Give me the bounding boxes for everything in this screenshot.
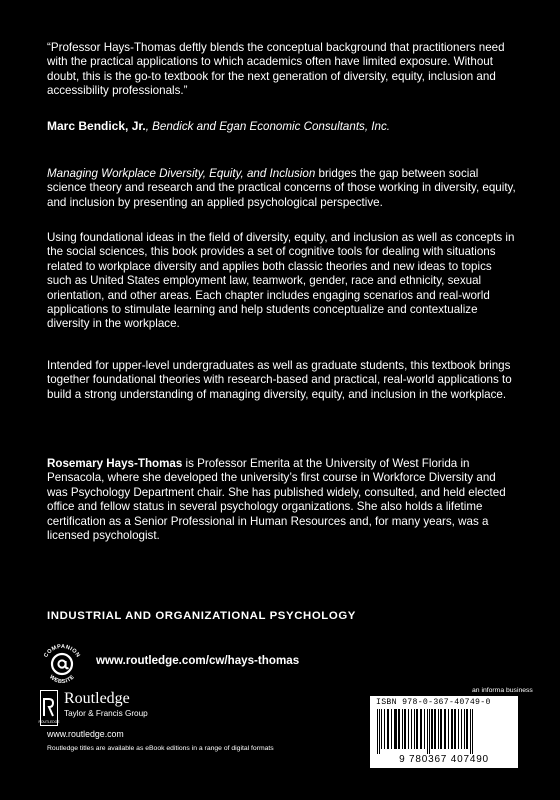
ebook-note: Routledge titles are available as eBook editions in a range of digital formats [47, 745, 274, 752]
description-p1-text: bridges the gap between social science theory and research and the practical concerns of those working in diversity, equity, and inclusion by presenting an applied psychological perspective. [47, 167, 516, 209]
companion-label-top: COMPANION [43, 643, 81, 659]
barcode-number: 9 780367 407490 [399, 754, 489, 765]
endorsement-quote: “Professor Hays-Thomas deftly blends the conceptual background that practitioners need with the practical applications to which academics often have limited exposure. Without doubt, this is the go-to textbook for the next generation of diversity, equity, inclusion and accessibility professionals.” [47, 41, 505, 98]
informa-business-label: an informa business [472, 687, 533, 694]
companion-website-icon [38, 640, 86, 688]
companion-label-bottom: WEBSITE [48, 674, 76, 686]
book-title-italic: Managing Workplace Diversity, Equity, and Inclusion [47, 167, 316, 180]
endorsement-attribution [47, 119, 517, 134]
publisher-website[interactable]: www.routledge.com [47, 729, 124, 739]
author-name: Rosemary Hays-Thomas [47, 457, 183, 470]
endorser-affiliation: , Bendick and Egan Economic Consultants, Inc. [145, 120, 390, 133]
author-bio [47, 457, 517, 543]
svg-text:COMPANION [43, 644, 81, 659]
description-paragraph-3: Intended for upper-level undergraduates as well as graduate students, this textbook brings together foundational theories with research-based and practical, real-world applications to build a strong understanding of managing diversity, equity, and inclusion in the workplace. [47, 359, 512, 401]
author-bio-text: is Professor Emerita at the University of West Florida in Pensacola, where she developed the university’s first course in Workforce Diversity and was Psychology Department chair. She has published widely, consulted, and held elected office and fellow status in several psychology organizations. She also holds a lifetime certification as a Senior Professional in Human Resources and, for many years, was a licensed psychologist. [47, 457, 506, 543]
description-paragraph-1 [47, 167, 517, 210]
svg-text:WEBSITE [48, 674, 76, 685]
endorser-name: Marc Bendick, Jr. [47, 119, 146, 133]
description-paragraph-2: Using foundational ideas in the field of diversity, equity, and inclusion as well as concepts in the social sciences, this book provides a set of cognitive tools for dealing with situations related to workplace diversity and applies both classic theories and new ideas to topics such as United States employment law, teamwork, gender, race and ethnicity, sexual orientation, and other areas. Each chapter includes engaging scenarios and real-world applications to stimulate learning and help students conceptualize and contextualize diversity in the workplace. [47, 231, 515, 331]
publisher-name: Routledge [64, 690, 130, 707]
barcode-bars [375, 709, 513, 754]
series-title: INDUSTRIAL AND ORGANIZATIONAL PSYCHOLOGY [47, 610, 356, 622]
routledge-logo-icon [40, 690, 58, 726]
publisher-subtitle: Taylor & Francis Group [64, 709, 148, 718]
routledge-logo-text: ROUTLEDGE [38, 720, 60, 724]
companion-website-url[interactable]: www.routledge.com/cw/hays-thomas [96, 654, 300, 667]
isbn-label: ISBN 978-0-367-40749-0 [376, 698, 491, 707]
isbn-barcode [370, 696, 518, 768]
